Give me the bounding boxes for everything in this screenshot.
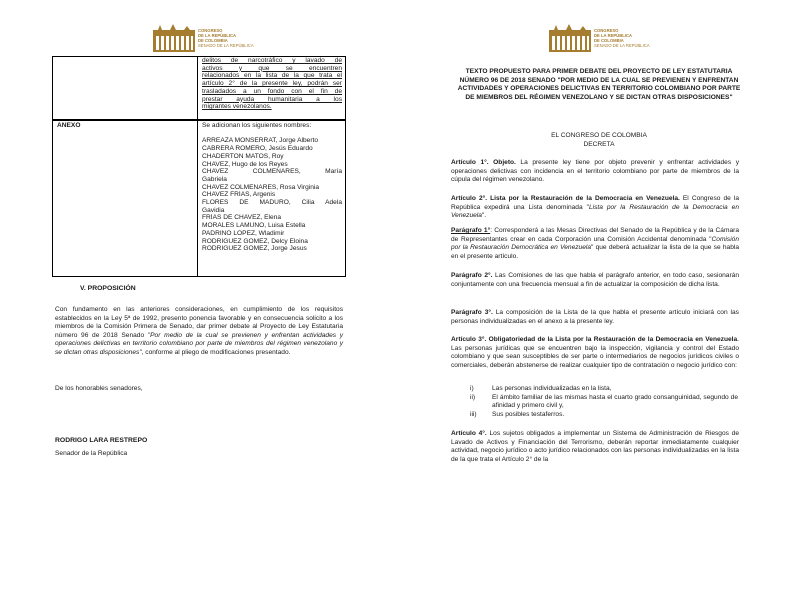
list-item: CABRERA ROMERO, Jesús Eduardo xyxy=(202,145,313,153)
logo-line: CONGRESO xyxy=(198,28,223,33)
list-item: PADRINO LÓPEZ, Wladimir xyxy=(202,229,285,237)
paragraph-3 xyxy=(451,309,739,326)
list-item: RODRIGUEZ GOMEZ, Delcy Eloina xyxy=(202,237,308,245)
article-text: ". xyxy=(481,212,487,220)
article-2 xyxy=(451,195,739,221)
paragraph-text: : Corresponderá a las Mesas Directivas del Senado de la República y de la Cámara de Representantes crear en cada Corporación una Comisión Accidental denominada " xyxy=(451,227,739,243)
paragraph-2 xyxy=(451,272,739,289)
list-text: El ámbito familiar de las mismas hasta el cuarto grado consanguinidad, segundo de afinidad y primero civil y, xyxy=(492,393,738,410)
obligations-list xyxy=(470,385,738,419)
table-text-line: prestar ayuda humanitaria a los xyxy=(202,95,342,103)
article-label: Artículo 1°. Objeto. xyxy=(451,159,516,166)
list-item: FRÍAS DE CHAVEZ, Elena xyxy=(202,214,282,222)
paragraph-text: , conforme al pliego de modificaciones presentado. xyxy=(141,348,291,356)
paragraph-1 xyxy=(451,227,739,261)
paragraph-label: Parágrafo 2°. xyxy=(451,272,493,279)
list-item: CHADERTON MATOS, Roy xyxy=(202,152,284,160)
logo-text xyxy=(198,28,254,48)
list-item: CHAVEZ COLMENARES, Rosa Virginia xyxy=(202,183,320,191)
logo-line: SENADO DE LA REPÚBLICA xyxy=(594,43,650,48)
table-row xyxy=(53,121,345,276)
paragraph-italic-text: "Por medio de la cual se previenen y enfrentan actividades y operaciones delictivas en territorio colombiano por parte de miembros del régimen venezolano y se dictan otras disposiciones" xyxy=(55,331,344,356)
anexo-table xyxy=(52,56,346,277)
list-item: ARREAZA MONSERRAT, Jorge Alberto xyxy=(202,137,319,145)
article-label: Artículo 4°. xyxy=(451,430,487,437)
bill-title: TEXTO PROPUESTO PARA PRIMER DEBATE DEL PROYECTO DE LEY ESTATUTARIA NÚMERO 96 DE 2018 SENADO "POR MEDIO DE LA CUAL SE PREVIENEN Y ENFRENTAN ACTIVIDADES Y OPERACIONES DELICTIVAS EN TERRITORIO COLOMBIANO POR PARTE DE MIEMBROS DEL RÉGIMEN VENEZOLANO Y SE DICTAN OTRAS DISPOSICIONES" xyxy=(457,68,741,101)
proposicion-paragraph xyxy=(55,306,343,358)
article-text: Los sujetos obligados a implementar un Sistema de Administración de Riesgos de Lavado de Activos y Financiación del Terrorismo, deberán reportar inmediatamente cualquier actividad, negocio jurídico o acto jurídico relacionados con las personas individualizadas en la lista de la que trata el Artículo 2° de la xyxy=(451,430,739,463)
article-text: . Las personas jurídicas que se encuentren bajo la inspección, vigilancia y control del Estado colombiano y que sean susceptibles de ser parte o intermediarios de negocios jurídicos civiles o comerciales, deberán abstenerse de realizar cualquier tipo de contratación o negocio jurídico con: xyxy=(451,336,739,369)
table-text-line: migrantes venezolanos. xyxy=(202,103,272,111)
article-3 xyxy=(451,336,739,370)
list-item: RODRIGUEZ GOMEZ, Jorge Jesus xyxy=(202,245,307,253)
list-item: Gabriela xyxy=(202,175,227,183)
list-number: i) xyxy=(470,385,474,392)
list-item: FLORES DE MADURO, Cilia Adela xyxy=(202,199,342,207)
list-item: CHAVEZ, Hugo de los Reyes xyxy=(202,160,288,168)
article-label: Artículo 2°. Lista por la Restauración de la Democracia en Venezuela. xyxy=(451,195,680,202)
anexo-intro: Se adicionan los siguientes nombres: xyxy=(202,122,312,129)
table-text-line: delitos de narcotráfico y lavado de xyxy=(202,57,342,64)
list-item: CHAVEZ COLMENARES, María xyxy=(202,168,342,176)
table-row xyxy=(53,57,345,121)
list-item: CHAVEZ FRÍAS, Argenis xyxy=(202,191,276,199)
signer-name: RODRIGO LARA RESTREPO xyxy=(55,437,148,444)
paragraph-text: " que deberá actualizar la lista de la que se habla en el presente artículo. xyxy=(451,244,739,260)
paragraph-label: Parágrafo 3°. xyxy=(451,309,493,316)
article-4 xyxy=(451,430,739,464)
congreso-heading: EL CONGRESO DE COLOMBIA xyxy=(551,132,647,139)
table-cell xyxy=(202,57,342,111)
list-number: ii) xyxy=(470,393,476,401)
article-text: La presente ley tiene por objeto prevenir y enfrentar actividades y operaciones delictivas con incidencia en el territorio colombiano por parte de miembros de la cúpula del régimen venezolano. xyxy=(451,159,739,184)
congreso-logo xyxy=(548,24,650,54)
table-text-line: relacionados en la lista de la que trata el xyxy=(202,72,342,80)
section-title: V. PROPOSICIÓN xyxy=(80,285,136,292)
logo-line: CONGRESO xyxy=(594,28,619,33)
list-item: Gavidia xyxy=(202,206,225,214)
list-text: Sus posibles testaferros. xyxy=(492,410,565,418)
paragraph-text: La composición de la Lista de la que habla el presente artículo iniciará con las personas individualizadas en el anexo a la presente ley. xyxy=(451,309,739,325)
table-text-line: activos y que se encuentren xyxy=(202,64,342,72)
closing-text: De los honorables senadores, xyxy=(55,385,143,392)
list-item xyxy=(470,411,738,420)
logo-line: DE LA REPÚBLICA xyxy=(198,33,236,38)
signer-role: Senador de la República xyxy=(55,450,128,457)
list-number: iii) xyxy=(470,410,477,418)
paragraph-italic-text: Comisión por la Restauración Democrática en Venezuela xyxy=(451,235,739,252)
table-text-line: trasladados a un fondo con el fin de xyxy=(202,87,342,95)
table-cell xyxy=(202,122,342,253)
anexo-label: ANEXO xyxy=(57,122,81,129)
logo-text xyxy=(594,28,650,48)
right-page xyxy=(396,0,792,612)
decreta-heading: DECRETA xyxy=(583,141,615,148)
logo-line: SENADO DE LA REPÚBLICA xyxy=(198,43,254,48)
congreso-logo xyxy=(152,24,254,54)
article-text: El Congreso de la República expedirá una Lista denominada " xyxy=(451,195,739,211)
capitol-icon xyxy=(548,24,592,54)
article-italic-text: Lista por la Restauración de la Democracia en Venezuela xyxy=(451,203,740,220)
list-item: MORALES LAMUÑO, Luisa Estella xyxy=(202,222,306,230)
list-item xyxy=(470,385,738,394)
article-1 xyxy=(451,159,739,185)
article-label: Artículo 3°. Obligatoriedad de la Lista por la Restauración de la Democracia en Venezuela xyxy=(451,336,738,343)
list-text: Las personas individualizadas en la lista, xyxy=(492,385,612,392)
logo-line: DE LA REPÚBLICA xyxy=(594,33,632,38)
table-text-line: artículo 2° de la presente ley, podrán ser xyxy=(202,80,342,88)
paragraph-label: Parágrafo 1° xyxy=(451,227,491,234)
paragraph-text: Las Comisiones de las que habla el parágrafo anterior, en todo caso, sesionarán conjuntamente con una frecuencia mensual a fin de actualizar la composición de dicha lista. xyxy=(451,272,739,288)
list-item xyxy=(470,394,738,411)
logo-line: DE COLOMBIA xyxy=(594,38,624,43)
paragraph-text: Con fundamento en las anteriores consideraciones, en cumplimiento de los requisitos establecidos en la Ley 5ª de 1992, presento ponencia favorable y en consecuencia solicito a los miembros de la Comisión Primera de Senado, dar primer debate al Proyecto de Ley Estatutaria número 96 de 2018 Senado xyxy=(55,306,343,339)
capitol-icon xyxy=(152,24,196,54)
logo-line: DE COLOMBIA xyxy=(198,38,228,43)
